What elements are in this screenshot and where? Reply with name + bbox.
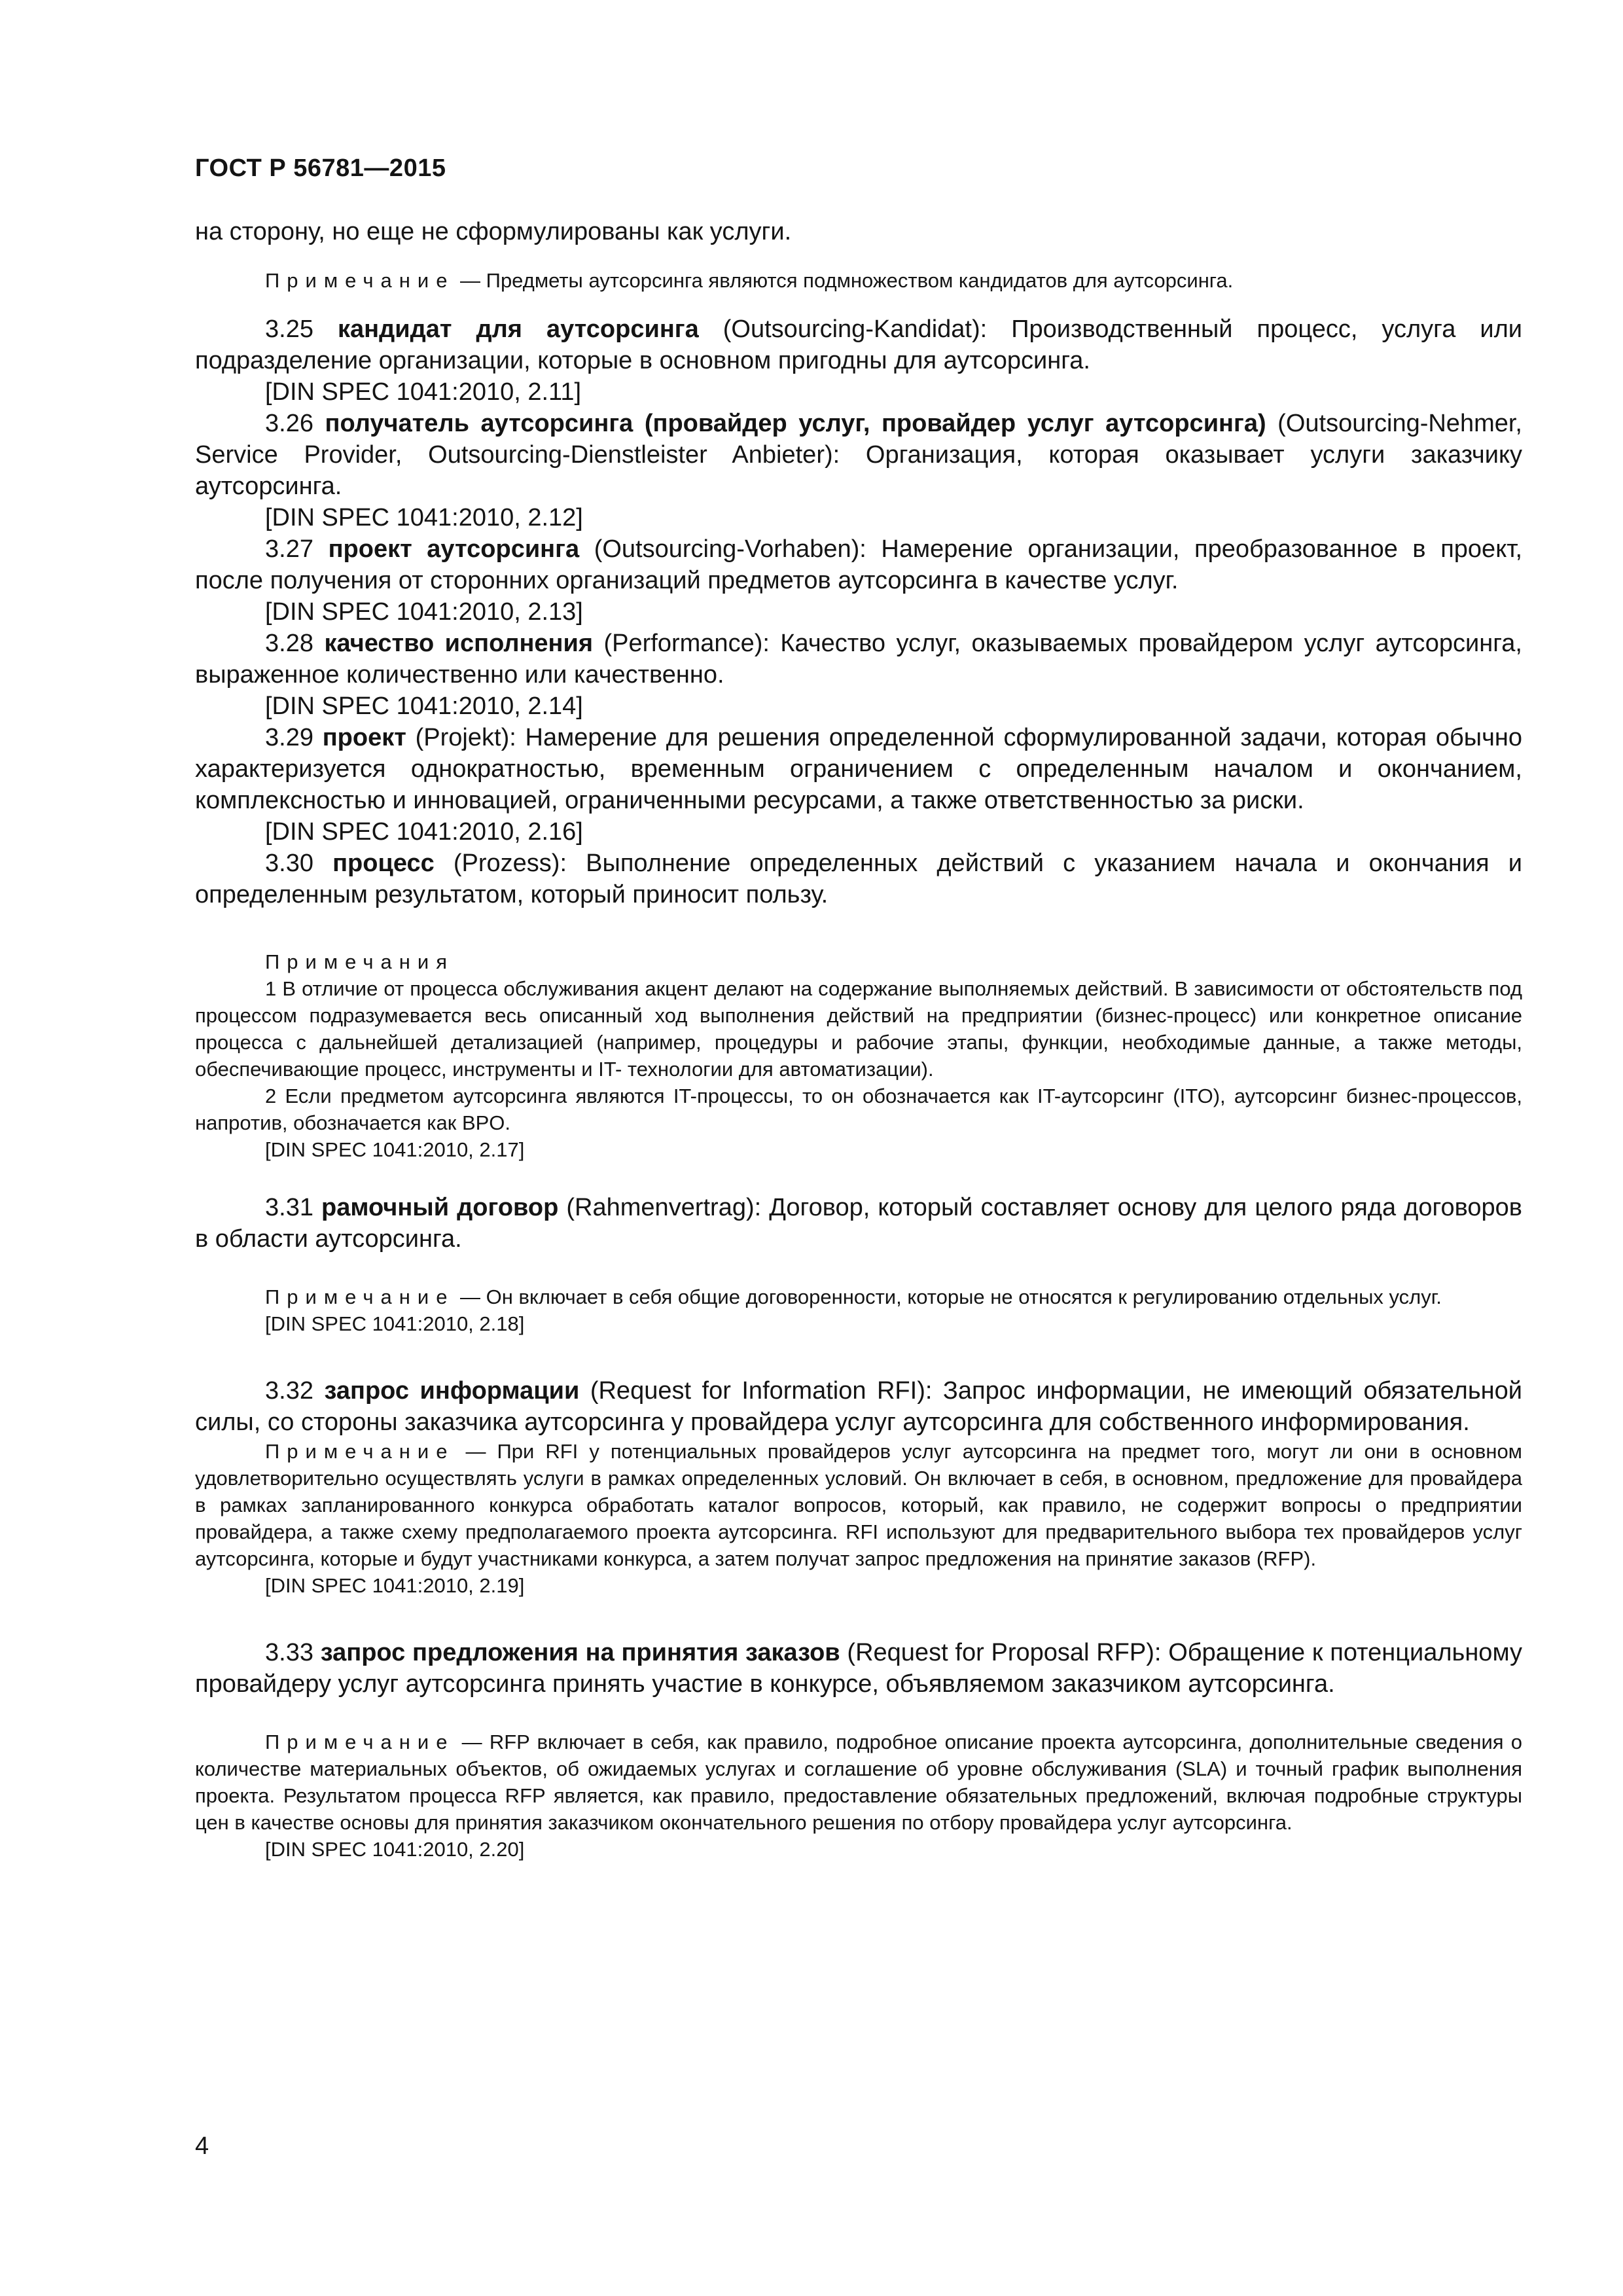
continuation-paragraph: на сторону, но еще не сформулированы как услуги.: [195, 218, 792, 245]
term-3-25: [195, 314, 1522, 376]
term-3-27: [195, 533, 1522, 596]
document-page: [195, 0, 1522, 2296]
document-body: [195, 216, 1522, 1863]
term-number: 3.31: [265, 1194, 322, 1221]
page-number: 4: [195, 2132, 209, 2160]
term-3-30: [195, 848, 1522, 910]
term-reference: [DIN SPEC 1041:2010, 2.12]: [265, 504, 583, 531]
term-name: кандидат для аутсорсинга: [338, 315, 699, 343]
term-3-31: [195, 1192, 1522, 1255]
term-3-26: [195, 408, 1522, 502]
term-reference: [DIN SPEC 1041:2010, 2.20]: [265, 1838, 525, 1861]
term-number: 3.30: [265, 850, 333, 877]
term-number: 3.27: [265, 535, 329, 563]
document-code: ГОСТ Р 56781—2015: [195, 154, 446, 182]
note-text: — Он включает в себя общие договоренности, которые не относятся к регулированию отдельных услуг.: [454, 1285, 1442, 1308]
note-3-32: [195, 1438, 1522, 1572]
term-3-33: [195, 1637, 1522, 1700]
note-text: — RFP включает в себя, как правило, подробное описание проекта аутсорсинга, дополнительные сведения о количестве материальных объектов, об ожидаемых услугах и соглашение об уровне обслуживания (SLA) и точный график выполнения проекта. Результатом процесса RFP является, как правило, предоставление обязательных предложений, включая подробные структуры цен в качестве основы для принятия заказчиком окончательного решения по отбору провайдера услуг аутсорсинга.: [195, 1731, 1522, 1834]
term-number: 3.28: [265, 630, 325, 657]
term-3-32: [195, 1375, 1522, 1438]
term-number: 3.32: [265, 1377, 325, 1405]
term-name: запрос информации: [324, 1377, 580, 1405]
note-text: — Предметы аутсорсинга являются подмножеством кандидатов для аутсорсинга.: [454, 269, 1234, 292]
term-number: 3.26: [265, 410, 325, 437]
term-reference: [DIN SPEC 1041:2010, 2.18]: [265, 1312, 525, 1335]
term-number: 3.33: [265, 1639, 321, 1666]
term-name: качество исполнения: [324, 630, 594, 657]
term-name: проект аутсорсинга: [328, 535, 580, 563]
term-3-28: [195, 628, 1522, 691]
term-number: 3.25: [265, 315, 338, 343]
notes-label: [195, 948, 1522, 975]
term-definition: (Outsourcing-Vorhaben): Намерение организации, преобразованное в проект, после получения от сторонних организаций предметов аутсорсинга в качестве услуг.: [195, 535, 1522, 594]
note-3-31: [195, 1283, 1522, 1310]
term-reference: [DIN SPEC 1041:2010, 2.14]: [265, 692, 583, 720]
term-reference: [DIN SPEC 1041:2010, 2.19]: [265, 1574, 525, 1597]
term-name: процесс: [332, 850, 435, 877]
term-name: запрос предложения на принятия заказов: [320, 1639, 840, 1666]
note-2: 2 Если предметом аутсорсинга являются IT-процессы, то он обозначается как IT-аутсорсинг (ITO), аутсорсинг бизнес-процессов, напротив, обозначается как BPO.: [195, 1085, 1522, 1134]
term-definition: (Outsourcing-Kandidat): Производственный процесс, услуга или подразделение организации, которые в основном пригодны для аутсорсинга.: [195, 315, 1522, 374]
note-text: — При RFI у потенциальных провайдеров услуг аутсорсинга на предмет того, могут ли они в основном удовлетворительно осуществлять услуги в рамках определенных условий. Он включает в себя, в основном, предложение для провайдера в рамках запланированного конкурса обработать каталог вопросов, который, как правило, не содержит вопросы о предприятии провайдера, а также схему предполагаемого проекта аутсорсинга. RFI используют для предварительного выбора тех провайдеров услуг аутсорсинга, которые и будут участниками конкурса, а затем получат запрос предложения на принятие заказов (RFP).: [195, 1440, 1522, 1570]
term-definition: (Request for Proposal RFP): Обращение к потенциальному провайдеру услуг аутсорсинга принять участие в конкурсе, объявляемом заказчиком аутсорсинга.: [195, 1639, 1522, 1698]
notes-label-text: Примечания: [265, 950, 454, 973]
term-name: проект: [322, 724, 406, 751]
note-label: Примечание: [265, 1731, 455, 1753]
term-definition: (Rahmenvertrag): Договор, который составляет основу для целого ряда договоров в области аутсорсинга.: [195, 1194, 1522, 1253]
note-3-33: [195, 1729, 1522, 1836]
term-reference: [DIN SPEC 1041:2010, 2.16]: [265, 818, 583, 846]
term-definition: (Prozess): Выполнение определенных действий с указанием начала и окончания и определенным результатом, который приносит пользу.: [195, 850, 1522, 908]
note-label: Примечание: [265, 269, 455, 292]
term-definition: (Performance): Качество услуг, оказываемых провайдером услуг аутсорсинга, выраженное количественно или качественно.: [195, 630, 1522, 689]
term-reference: [DIN SPEC 1041:2010, 2.17]: [265, 1138, 525, 1161]
term-reference: [DIN SPEC 1041:2010, 2.13]: [265, 598, 583, 626]
term-definition: (Request for Information RFI): Запрос информации, не имеющий обязательной силы, со стороны заказчика аутсорсинга у провайдера услуг аутсорсинга для собственного информирования.: [195, 1377, 1522, 1436]
note-label: Примечание: [265, 1440, 455, 1463]
note-1: 1 В отличие от процесса обслуживания акцент делают на содержание выполняемых действий. В зависимости от обстоятельств под процессом подразумевается весь описанный ход выполнения действий на предприятии (бизнес-процесс) или конкретное описание процесса с дальнейшей детализацией (например, процедуры и рабочие этапы, функции, необходимые данные, а также методы, обеспечивающие процесс, инструменты и IT- технологии для автоматизации).: [195, 977, 1522, 1081]
term-name: получатель аутсорсинга (провайдер услуг, провайдер услуг аутсорсинга): [325, 410, 1266, 437]
note-3-24: [195, 267, 1522, 294]
note-label: Примечание: [265, 1285, 455, 1308]
term-definition: (Projekt): Намерение для решения определенной сформулированной задачи, которая обычно характеризуется однократностью, временным ограничением с определенным началом и окончанием, комплексностью и инновацией, ограниченными ресурсами, а также ответственностью за риски.: [195, 724, 1522, 814]
term-3-29: [195, 722, 1522, 816]
term-reference: [DIN SPEC 1041:2010, 2.11]: [265, 378, 582, 406]
term-definition: (Outsourcing-Nehmer, Service Provider, Outsourcing-Dienstleister Anbieter): Организация, которая оказывает услуги заказчику аутсорсинга.: [195, 410, 1522, 500]
term-name: рамочный договор: [321, 1194, 559, 1221]
term-number: 3.29: [265, 724, 323, 751]
